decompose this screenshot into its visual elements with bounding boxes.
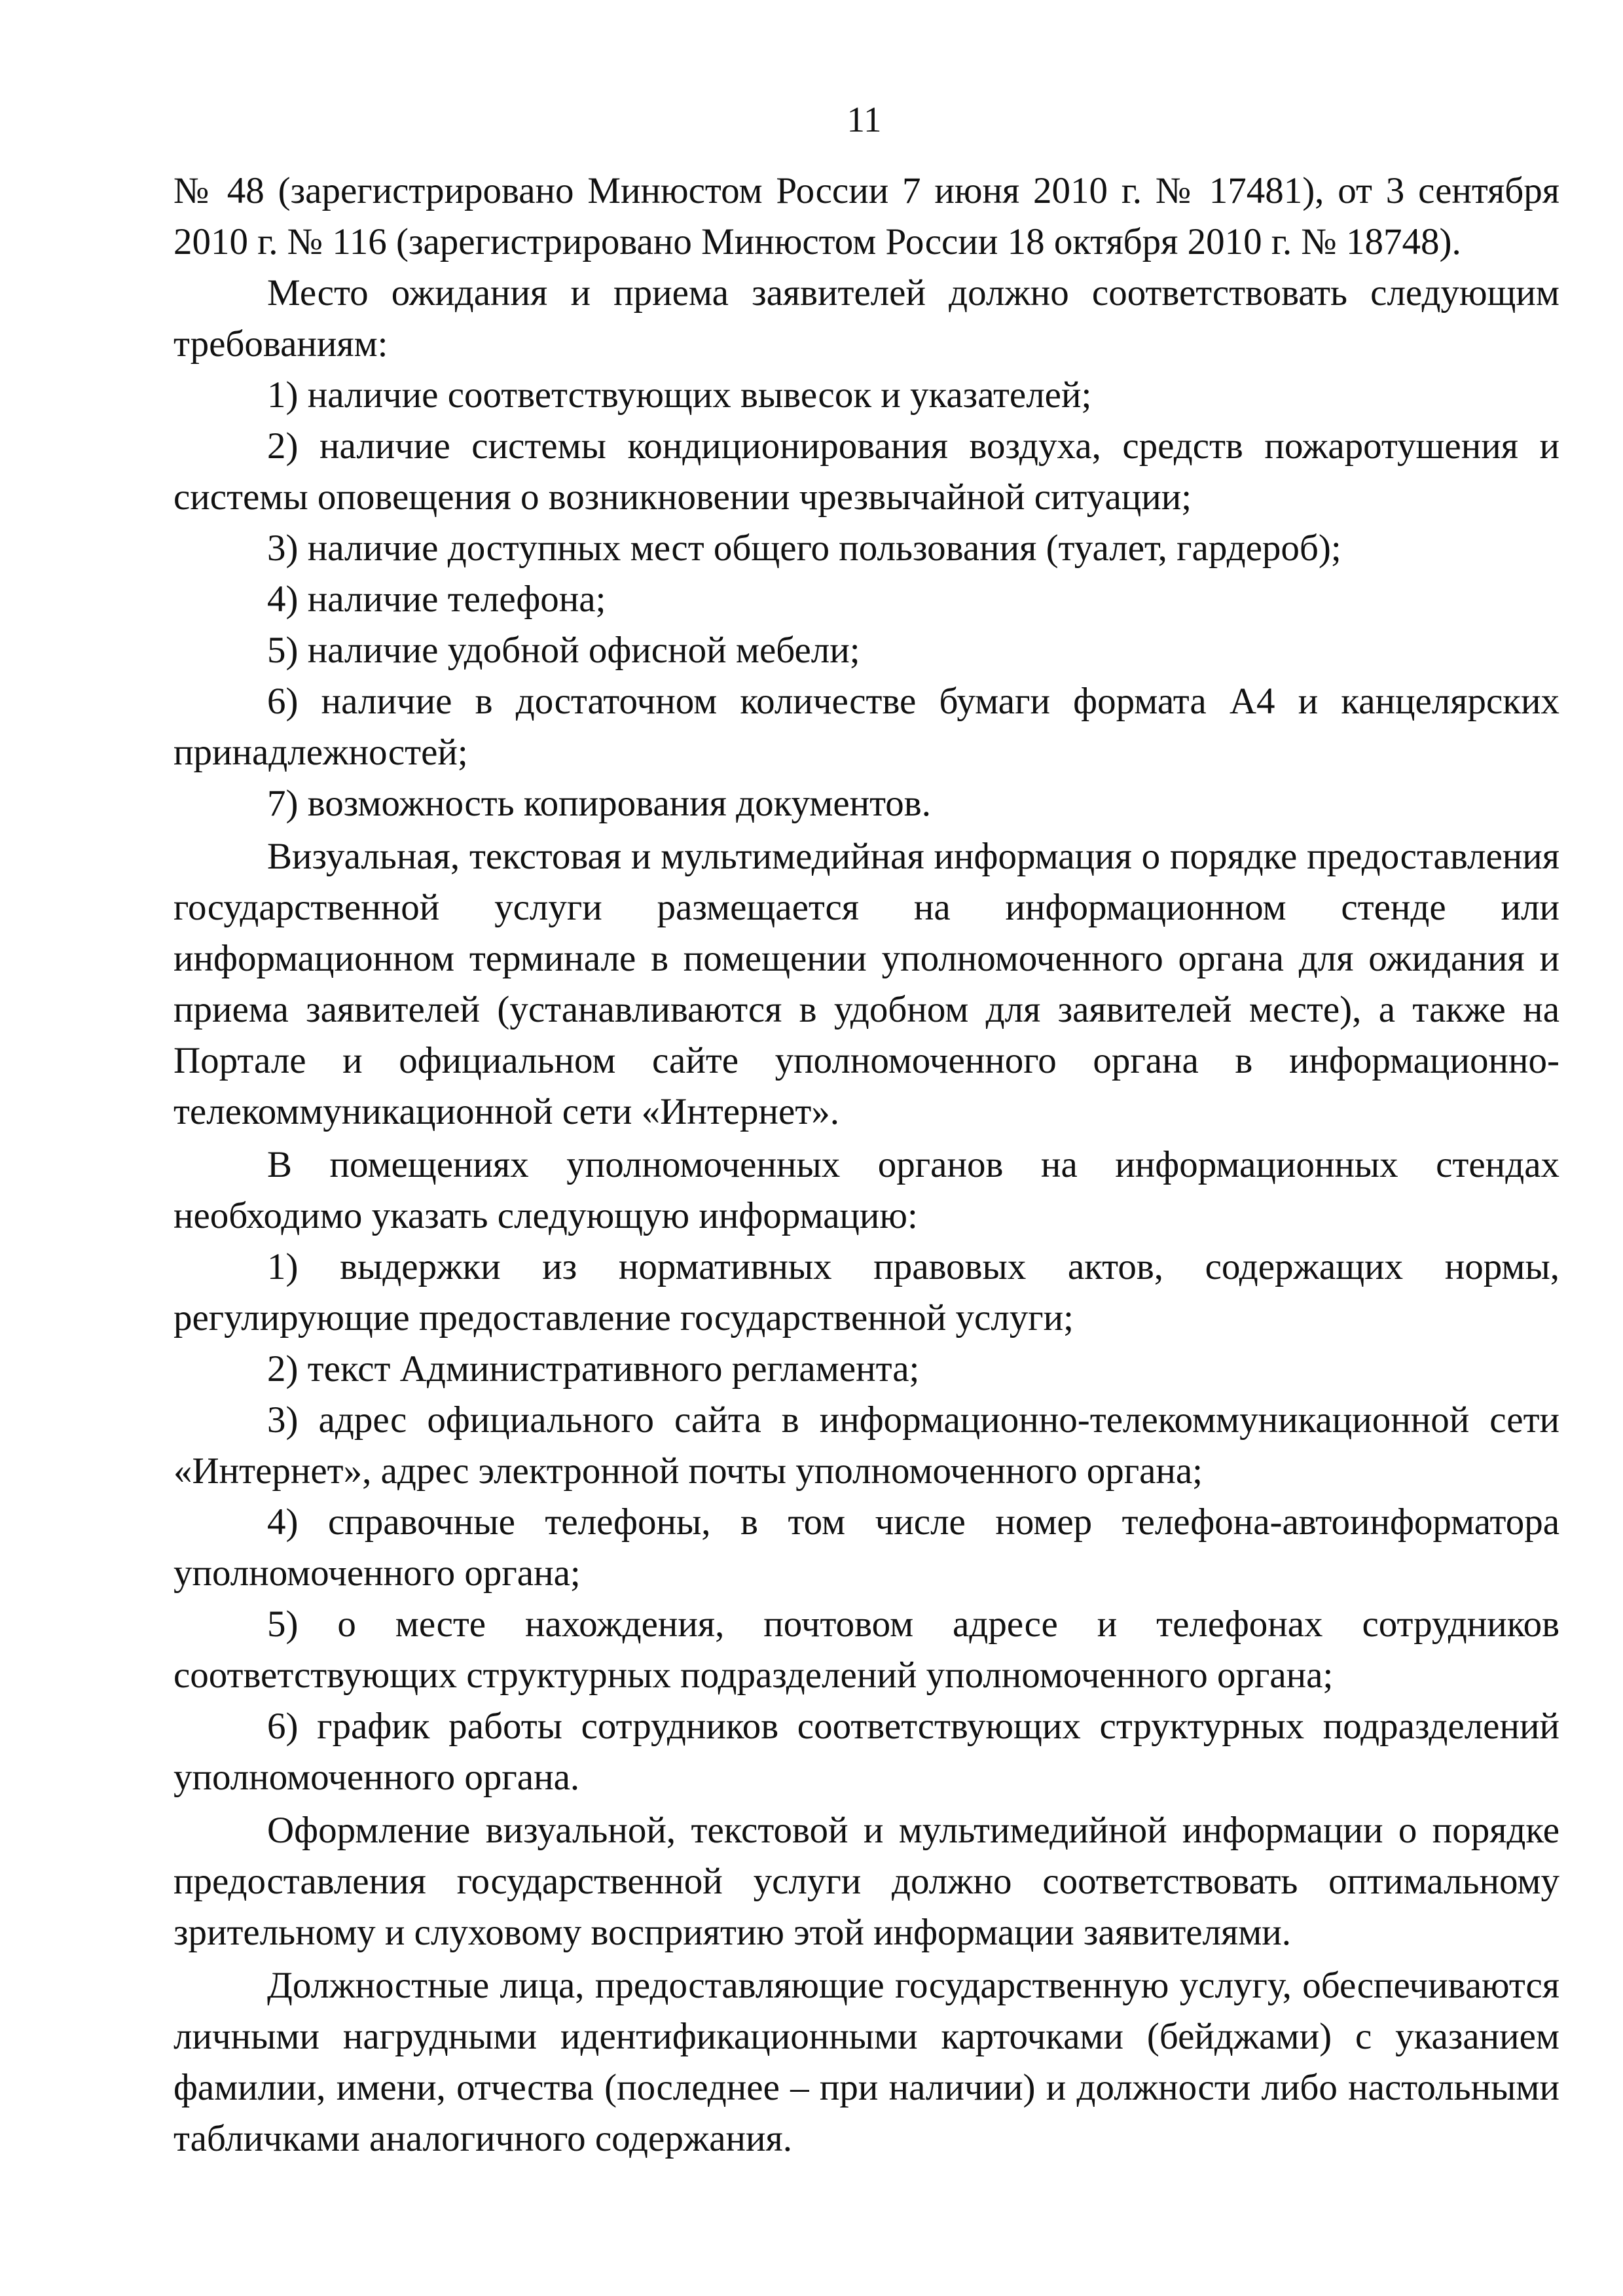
paragraph-registration-continued: № 48 (зарегистрировано Минюстом России 7 июня 2010 г. № 17481), от 3 сентября 2010 г. № 116 (зарегистрировано Минюстом России 18 октября 2010 г. № 18748).: [173, 170, 1559, 262]
page-number: 11: [847, 99, 882, 139]
list-item-legal-extracts: 1) выдержки из нормативных правовых актов, содержащих нормы, регулирующие предоставление государственной услуги;: [173, 1246, 1559, 1338]
paragraph-officials-badges: Должностные лица, предоставляющие государственную услугу, обеспечиваются личными нагрудными идентификационными карточками (бейджами) с указанием фамилии, имени, отчества (последнее – при наличии) и должности либо настольными табличками аналогичного содержания.: [173, 1965, 1559, 2159]
list-item-air-conditioning: 2) наличие системы кондиционирования воздуха, средств пожаротушения и системы оповещения о возникновении чрезвычайной ситуации;: [173, 425, 1559, 518]
list-item-location-address: 5) о месте нахождения, почтовом адресе и телефонах сотрудников соответствующих структурных подразделений уполномоченного органа;: [173, 1604, 1559, 1696]
paragraph-information-design: Оформление визуальной, текстовой и мультимедийной информации о порядке предоставления государственной услуги должно соответствовать оптимальному зрительному и слуховому восприятию этой информации заявителями.: [173, 1810, 1559, 1953]
list-item-work-schedule: 6) график работы сотрудников соответствующих структурных подразделений уполномоченного органа.: [173, 1706, 1559, 1798]
paragraph-waiting-place-requirements: Место ожидания и приема заявителей должно соответствовать следующим требованиям:: [173, 272, 1559, 365]
list-item-public-facilities: 3) наличие доступных мест общего пользования (туалет, гардероб);: [267, 528, 1341, 569]
list-item-copying: 7) возможность копирования документов.: [267, 783, 931, 824]
list-item-furniture: 5) наличие удобной офисной мебели;: [267, 630, 860, 671]
list-item-website-address: 3) адрес официального сайта в информационно-телекоммуникационной сети «Интернет», адрес электронной почты уполномоченного органа;: [173, 1399, 1559, 1492]
paragraph-information-stands: В помещениях уполномоченных органов на информационных стендах необходимо указать следующую информацию:: [173, 1144, 1559, 1236]
list-item-reference-phones: 4) справочные телефоны, в том числе номер телефона-автоинформатора уполномоченного органа;: [173, 1501, 1559, 1594]
list-item-signs: 1) наличие соответствующих вывесок и указателей;: [267, 374, 1092, 416]
list-item-paper-stationery: 6) наличие в достаточном количестве бумаги формата А4 и канцелярских принадлежностей;: [173, 681, 1559, 773]
document-body: [173, 166, 1559, 2164]
paragraph-visual-information: Визуальная, текстовая и мультимедийная информация о порядке предоставления государственной услуги размещается на информационном стенде или информационном терминале в помещении уполномоченного органа для ожидания и приема заявителей (устанавливаются в удобном для заявителей месте), а также на Портале и официальном сайте уполномоченного органа в информационно-телекоммуникационной сети «Интернет».: [173, 836, 1559, 1132]
list-item-regulation-text: 2) текст Административного регламента;: [267, 1348, 920, 1390]
list-item-telephone: 4) наличие телефона;: [267, 579, 606, 620]
